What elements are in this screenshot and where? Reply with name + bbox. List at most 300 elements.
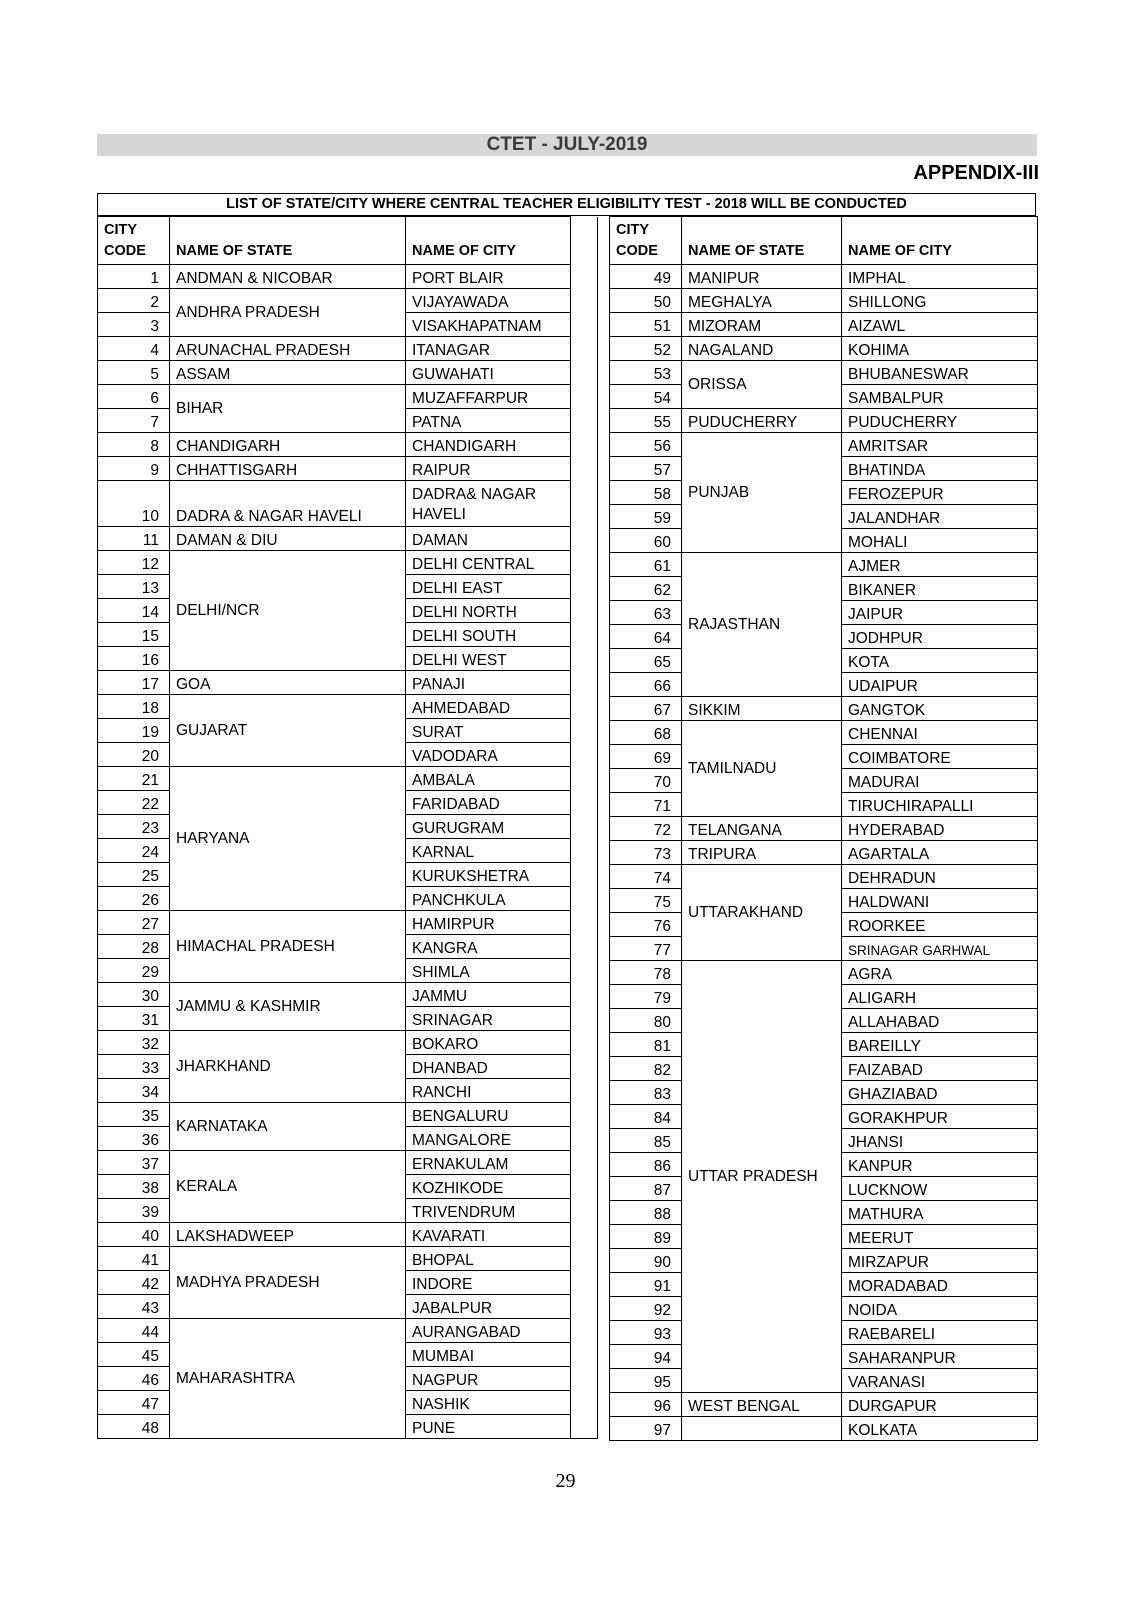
- page-number: 29: [555, 1470, 576, 1492]
- header-city: NAME OF CITY: [842, 217, 1038, 265]
- city-code-cell: 57: [610, 457, 682, 481]
- column-gap: [571, 1367, 598, 1391]
- column-gap: [571, 935, 598, 959]
- city-code-cell: 43: [98, 1295, 170, 1319]
- city-code-cell: 91: [610, 1273, 682, 1297]
- table-row: [98, 983, 598, 1007]
- column-gap: [571, 527, 598, 551]
- city-name-cell: KOTA: [842, 649, 1038, 673]
- city-code-cell: 12: [98, 551, 170, 575]
- city-code-cell: 54: [610, 385, 682, 409]
- city-name-cell: AMBALA: [406, 767, 571, 791]
- city-code-cell: 58: [610, 481, 682, 505]
- city-code-cell: 27: [98, 911, 170, 935]
- city-code-cell: 78: [610, 961, 682, 985]
- state-name-cell: KARNATAKA: [170, 1103, 406, 1151]
- city-name-cell: CHENNAI: [842, 721, 1038, 745]
- state-name-cell: RAJASTHAN: [682, 553, 842, 697]
- city-name-cell: KOZHIKODE: [406, 1175, 571, 1199]
- city-name-cell: RAEBARELI: [842, 1321, 1038, 1345]
- table-title: LIST OF STATE/CITY WHERE CENTRAL TEACHER ELIGIBILITY TEST - 2018 WILL BE CONDUCTED: [97, 193, 1036, 216]
- city-name-cell: GANGTOK: [842, 697, 1038, 721]
- city-name-cell: SHIMLA: [406, 959, 571, 983]
- column-gap: [571, 839, 598, 863]
- table-row: [610, 817, 1038, 841]
- city-name-cell: MANGALORE: [406, 1127, 571, 1151]
- city-name-cell: IMPHAL: [842, 265, 1038, 289]
- header-state: NAME OF STATE: [170, 217, 406, 265]
- state-name-cell: WEST BENGAL: [682, 1393, 842, 1417]
- city-code-cell: 52: [610, 337, 682, 361]
- city-name-cell: PUNE: [406, 1415, 571, 1439]
- city-name-cell: DELHI EAST: [406, 575, 571, 599]
- city-code-cell: 92: [610, 1297, 682, 1321]
- city-code-cell: 41: [98, 1247, 170, 1271]
- city-name-cell: MOHALI: [842, 529, 1038, 553]
- city-code-cell: 49: [610, 265, 682, 289]
- column-gap: [571, 1247, 598, 1271]
- header-city-code: [98, 217, 170, 265]
- city-name-cell: AURANGABAD: [406, 1319, 571, 1343]
- column-gap: [571, 1223, 598, 1247]
- state-name-cell: SIKKIM: [682, 697, 842, 721]
- city-code-cell: 66: [610, 673, 682, 697]
- city-name-cell: MATHURA: [842, 1201, 1038, 1225]
- column-gap: [571, 887, 598, 911]
- city-code-cell: 29: [98, 959, 170, 983]
- column-gap: [571, 1175, 598, 1199]
- city-name-cell: SURAT: [406, 719, 571, 743]
- state-name-cell: NAGALAND: [682, 337, 842, 361]
- city-name-cell: KOHIMA: [842, 337, 1038, 361]
- city-name-cell: JALANDHAR: [842, 505, 1038, 529]
- city-name-cell: KARNAL: [406, 839, 571, 863]
- city-name-cell: INDORE: [406, 1271, 571, 1295]
- city-code-cell: 93: [610, 1321, 682, 1345]
- state-name-cell: TAMILNADU: [682, 721, 842, 817]
- table-row: [98, 1031, 598, 1055]
- state-name-cell: ANDMAN & NICOBAR: [170, 265, 406, 289]
- column-gap: [571, 1127, 598, 1151]
- column-gap: [571, 719, 598, 743]
- column-gap: [571, 361, 598, 385]
- column-gap: [571, 1295, 598, 1319]
- state-name-cell: MADHYA PRADESH: [170, 1247, 406, 1319]
- city-name-cell: GURUGRAM: [406, 815, 571, 839]
- city-name-cell: JABALPUR: [406, 1295, 571, 1319]
- city-name-cell: KOLKATA: [842, 1417, 1038, 1441]
- city-name-cell: BHUBANESWAR: [842, 361, 1038, 385]
- city-code-cell: 38: [98, 1175, 170, 1199]
- table-row: [610, 265, 1038, 289]
- column-gap: [571, 433, 598, 457]
- state-name-cell: TRIPURA: [682, 841, 842, 865]
- header-city-code: [610, 217, 682, 265]
- city-code-cell: 40: [98, 1223, 170, 1247]
- city-code-cell: 4: [98, 337, 170, 361]
- state-name-cell: DELHI/NCR: [170, 551, 406, 671]
- city-code-cell: 35: [98, 1103, 170, 1127]
- city-name-cell: PANCHKULA: [406, 887, 571, 911]
- header-state: NAME OF STATE: [682, 217, 842, 265]
- city-code-cell: 63: [610, 601, 682, 625]
- city-code-cell: 87: [610, 1177, 682, 1201]
- city-code-cell: 83: [610, 1081, 682, 1105]
- city-code-cell: 33: [98, 1055, 170, 1079]
- city-code-cell: 21: [98, 767, 170, 791]
- city-code-cell: 80: [610, 1009, 682, 1033]
- table-row: [610, 697, 1038, 721]
- city-name-cell: SHILLONG: [842, 289, 1038, 313]
- city-code-cell: 71: [610, 793, 682, 817]
- city-code-cell: 88: [610, 1201, 682, 1225]
- table-row: [98, 481, 598, 527]
- table-row: [98, 337, 598, 361]
- table-row: [610, 433, 1038, 457]
- city-name-cell: AGRA: [842, 961, 1038, 985]
- city-code-cell: 64: [610, 625, 682, 649]
- column-gap: [571, 863, 598, 887]
- city-code-cell: 74: [610, 865, 682, 889]
- city-code-cell: 61: [610, 553, 682, 577]
- city-code-cell: 60: [610, 529, 682, 553]
- table-row: [98, 433, 598, 457]
- city-code-cell: 48: [98, 1415, 170, 1439]
- city-name-cell: BENGALURU: [406, 1103, 571, 1127]
- city-name-cell: SAHARANPUR: [842, 1345, 1038, 1369]
- city-code-cell: 67: [610, 697, 682, 721]
- city-code-cell: 84: [610, 1105, 682, 1129]
- column-gap: [571, 1415, 598, 1439]
- table-row: [98, 265, 598, 289]
- city-name-cell: DEHRADUN: [842, 865, 1038, 889]
- city-code-cell: 5: [98, 361, 170, 385]
- state-name-cell: PUDUCHERRY: [682, 409, 842, 433]
- city-name-cell: NOIDA: [842, 1297, 1038, 1321]
- table-row: [610, 361, 1038, 385]
- city-name-cell: NASHIK: [406, 1391, 571, 1415]
- city-code-cell: 81: [610, 1033, 682, 1057]
- city-name-cell: DADRA& NAGAR HAVELI: [406, 481, 571, 527]
- city-name-cell: RANCHI: [406, 1079, 571, 1103]
- state-name-cell: CHANDIGARH: [170, 433, 406, 457]
- header-city-code-line2: CODE: [104, 243, 146, 259]
- column-gap: [571, 791, 598, 815]
- column-gap: [571, 457, 598, 481]
- city-name-cell: FEROZEPUR: [842, 481, 1038, 505]
- table-header-row: [610, 217, 1038, 265]
- city-code-cell: 11: [98, 527, 170, 551]
- city-name-cell: LUCKNOW: [842, 1177, 1038, 1201]
- city-code-cell: 55: [610, 409, 682, 433]
- city-code-cell: 82: [610, 1057, 682, 1081]
- column-gap: [571, 337, 598, 361]
- table-header-row: [98, 217, 598, 265]
- city-code-cell: 30: [98, 983, 170, 1007]
- city-code-cell: 86: [610, 1153, 682, 1177]
- city-name-cell: PATNA: [406, 409, 571, 433]
- column-gap: [571, 1103, 598, 1127]
- table-row: [98, 1247, 598, 1271]
- city-code-cell: 90: [610, 1249, 682, 1273]
- city-name-cell: BHATINDA: [842, 457, 1038, 481]
- table-row: [610, 409, 1038, 433]
- city-code-cell: 45: [98, 1343, 170, 1367]
- city-name-cell: MORADABAD: [842, 1273, 1038, 1297]
- city-code-cell: 44: [98, 1319, 170, 1343]
- table-row: [98, 457, 598, 481]
- state-name-cell: TELANGANA: [682, 817, 842, 841]
- column-gap: [571, 1391, 598, 1415]
- column-gap: [571, 959, 598, 983]
- city-code-cell: 65: [610, 649, 682, 673]
- right-city-table: [609, 216, 1038, 1441]
- city-code-cell: 36: [98, 1127, 170, 1151]
- city-name-cell: VADODARA: [406, 743, 571, 767]
- city-name-cell: AJMER: [842, 553, 1038, 577]
- city-code-cell: 18: [98, 695, 170, 719]
- column-gap: [571, 217, 598, 265]
- header-city-code-line2: CODE: [616, 243, 658, 259]
- column-gap: [571, 1031, 598, 1055]
- city-name-cell: DELHI WEST: [406, 647, 571, 671]
- city-name-cell: VARANASI: [842, 1369, 1038, 1393]
- city-code-cell: 75: [610, 889, 682, 913]
- column-gap: [571, 575, 598, 599]
- city-name-cell: JHANSI: [842, 1129, 1038, 1153]
- city-code-cell: 9: [98, 457, 170, 481]
- city-name-cell: HAMIRPUR: [406, 911, 571, 935]
- city-name-cell: MUZAFFARPUR: [406, 385, 571, 409]
- city-code-cell: 24: [98, 839, 170, 863]
- city-code-cell: 34: [98, 1079, 170, 1103]
- city-name-cell: DAMAN: [406, 527, 571, 551]
- column-gap: [571, 671, 598, 695]
- table-row: [98, 1151, 598, 1175]
- city-name-cell: TRIVENDRUM: [406, 1199, 571, 1223]
- city-code-cell: 14: [98, 599, 170, 623]
- city-name-cell: AHMEDABAD: [406, 695, 571, 719]
- city-name-cell: DELHI SOUTH: [406, 623, 571, 647]
- city-name-cell: TIRUCHIRAPALLI: [842, 793, 1038, 817]
- city-code-cell: 73: [610, 841, 682, 865]
- column-gap: [571, 1055, 598, 1079]
- state-name-cell: KERALA: [170, 1151, 406, 1223]
- state-name-cell: GOA: [170, 671, 406, 695]
- column-gap: [571, 695, 598, 719]
- city-code-cell: 97: [610, 1417, 682, 1441]
- city-code-cell: 22: [98, 791, 170, 815]
- column-gap: [571, 265, 598, 289]
- city-name-cell: JAMMU: [406, 983, 571, 1007]
- header-city: NAME OF CITY: [406, 217, 571, 265]
- city-code-cell: 31: [98, 1007, 170, 1031]
- table-row: [98, 1103, 598, 1127]
- state-name-cell: ASSAM: [170, 361, 406, 385]
- city-code-cell: 1: [98, 265, 170, 289]
- city-name-cell: MADURAI: [842, 769, 1038, 793]
- state-name-cell: ANDHRA PRADESH: [170, 289, 406, 337]
- city-name-cell: GORAKHPUR: [842, 1105, 1038, 1129]
- city-code-cell: 94: [610, 1345, 682, 1369]
- city-code-cell: 50: [610, 289, 682, 313]
- city-code-cell: 39: [98, 1199, 170, 1223]
- city-name-cell: CHANDIGARH: [406, 433, 571, 457]
- document-banner: CTET - JULY-2019: [97, 134, 1037, 156]
- city-code-cell: 19: [98, 719, 170, 743]
- column-gap: [571, 983, 598, 1007]
- city-name-cell: SRINAGAR GARHWAL: [842, 937, 1038, 961]
- city-code-cell: 10: [98, 481, 170, 527]
- column-gap: [571, 1007, 598, 1031]
- column-gap: [571, 647, 598, 671]
- table-row: [610, 865, 1038, 889]
- state-name-cell: MEGHALYA: [682, 289, 842, 313]
- state-name-cell: ORISSA: [682, 361, 842, 409]
- city-code-cell: 68: [610, 721, 682, 745]
- state-name-cell: MAHARASHTRA: [170, 1319, 406, 1439]
- city-code-cell: 46: [98, 1367, 170, 1391]
- table-row: [610, 961, 1038, 985]
- city-name-cell: RAIPUR: [406, 457, 571, 481]
- city-code-cell: 96: [610, 1393, 682, 1417]
- state-name-cell: JHARKHAND: [170, 1031, 406, 1103]
- city-name-cell: BHOPAL: [406, 1247, 571, 1271]
- column-gap: [571, 1271, 598, 1295]
- city-name-cell: VISAKHAPATNAM: [406, 313, 571, 337]
- table-row: [610, 1393, 1038, 1417]
- state-name-cell: PUNJAB: [682, 433, 842, 553]
- table-row: [98, 1223, 598, 1247]
- city-name-cell: HALDWANI: [842, 889, 1038, 913]
- header-city-code-line1: CITY: [104, 222, 138, 238]
- city-code-cell: 51: [610, 313, 682, 337]
- city-code-cell: 89: [610, 1225, 682, 1249]
- column-gap: [571, 313, 598, 337]
- city-code-cell: 95: [610, 1369, 682, 1393]
- column-gap: [571, 289, 598, 313]
- column-gap: [571, 1199, 598, 1223]
- city-name-cell: HYDERABAD: [842, 817, 1038, 841]
- column-gap: [571, 409, 598, 433]
- column-gap: [571, 551, 598, 575]
- city-code-cell: 8: [98, 433, 170, 457]
- city-name-cell: KANGRA: [406, 935, 571, 959]
- city-code-cell: 2: [98, 289, 170, 313]
- city-code-cell: 15: [98, 623, 170, 647]
- column-gap: [571, 481, 598, 527]
- city-code-cell: 77: [610, 937, 682, 961]
- city-code-cell: 42: [98, 1271, 170, 1295]
- table-row: [98, 385, 598, 409]
- city-code-cell: 20: [98, 743, 170, 767]
- column-gap: [571, 599, 598, 623]
- state-name-cell: HIMACHAL PRADESH: [170, 911, 406, 983]
- city-name-cell: UDAIPUR: [842, 673, 1038, 697]
- state-name-cell: UTTARAKHAND: [682, 865, 842, 961]
- city-name-cell: JODHPUR: [842, 625, 1038, 649]
- table-row: [98, 695, 598, 719]
- city-code-cell: 69: [610, 745, 682, 769]
- state-name-cell: [682, 1417, 842, 1441]
- city-name-cell: PORT BLAIR: [406, 265, 571, 289]
- table-row: [610, 553, 1038, 577]
- state-name-cell: JAMMU & KASHMIR: [170, 983, 406, 1031]
- state-name-cell: HARYANA: [170, 767, 406, 911]
- city-name-cell: SAMBALPUR: [842, 385, 1038, 409]
- city-name-cell: MIRZAPUR: [842, 1249, 1038, 1273]
- city-name-cell: DHANBAD: [406, 1055, 571, 1079]
- city-code-cell: 53: [610, 361, 682, 385]
- city-name-cell: BAREILLY: [842, 1033, 1038, 1057]
- state-name-cell: MANIPUR: [682, 265, 842, 289]
- city-name-cell: MEERUT: [842, 1225, 1038, 1249]
- table-row: [610, 721, 1038, 745]
- column-gap: [571, 767, 598, 791]
- city-code-cell: 70: [610, 769, 682, 793]
- city-name-cell: VIJAYAWADA: [406, 289, 571, 313]
- city-code-cell: 47: [98, 1391, 170, 1415]
- city-name-cell: COIMBATORE: [842, 745, 1038, 769]
- city-code-cell: 6: [98, 385, 170, 409]
- column-gap: [571, 385, 598, 409]
- city-name-cell: NAGPUR: [406, 1367, 571, 1391]
- city-name-cell: KAVARATI: [406, 1223, 571, 1247]
- city-name-cell: DURGAPUR: [842, 1393, 1038, 1417]
- city-name-cell: ALIGARH: [842, 985, 1038, 1009]
- city-name-cell: ITANAGAR: [406, 337, 571, 361]
- state-name-cell: DAMAN & DIU: [170, 527, 406, 551]
- city-code-cell: 62: [610, 577, 682, 601]
- state-name-cell: BIHAR: [170, 385, 406, 433]
- city-name-cell: KURUKSHETRA: [406, 863, 571, 887]
- state-name-cell: LAKSHADWEEP: [170, 1223, 406, 1247]
- table-row: [98, 767, 598, 791]
- city-code-cell: 13: [98, 575, 170, 599]
- city-name-cell: DELHI NORTH: [406, 599, 571, 623]
- city-code-cell: 72: [610, 817, 682, 841]
- city-code-cell: 26: [98, 887, 170, 911]
- table-row: [98, 1319, 598, 1343]
- appendix-label: APPENDIX-III: [913, 162, 1039, 184]
- column-gap: [571, 815, 598, 839]
- state-name-cell: GUJARAT: [170, 695, 406, 767]
- city-code-cell: 79: [610, 985, 682, 1009]
- city-name-cell: BIKANER: [842, 577, 1038, 601]
- city-code-cell: 28: [98, 935, 170, 959]
- column-gap: [571, 1319, 598, 1343]
- column-gap: [571, 623, 598, 647]
- city-name-cell: ERNAKULAM: [406, 1151, 571, 1175]
- city-code-cell: 76: [610, 913, 682, 937]
- city-code-cell: 23: [98, 815, 170, 839]
- table-row: [610, 337, 1038, 361]
- column-gap: [571, 911, 598, 935]
- table-row: [98, 551, 598, 575]
- header-city-code-line1: CITY: [616, 222, 650, 238]
- table-row: [98, 671, 598, 695]
- column-gap: [571, 743, 598, 767]
- city-name-cell: GUWAHATI: [406, 361, 571, 385]
- table-row: [610, 1417, 1038, 1441]
- city-code-cell: 85: [610, 1129, 682, 1153]
- table-row: [98, 911, 598, 935]
- city-name-cell: JAIPUR: [842, 601, 1038, 625]
- city-name-cell: AGARTALA: [842, 841, 1038, 865]
- city-code-cell: 17: [98, 671, 170, 695]
- state-name-cell: MIZORAM: [682, 313, 842, 337]
- city-code-cell: 56: [610, 433, 682, 457]
